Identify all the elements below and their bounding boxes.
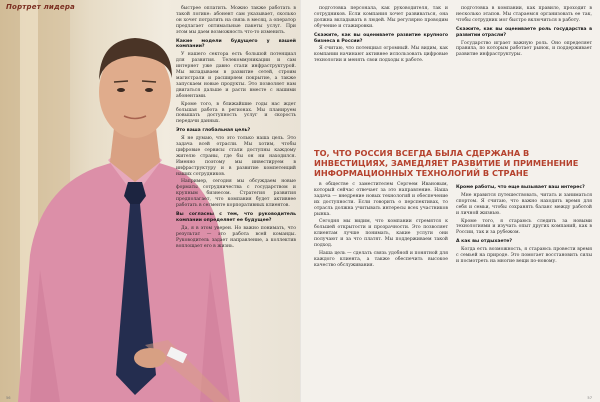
interview-question: Скажите, как вы оцениваете роль государства в развитии отрасли? <box>456 26 592 38</box>
article-paragraph: Да, я в этом уверен. Но важно понимать, что результат — это работа всей команды. Руководитель задает направление, а коллектив воплощает его в жизнь. <box>176 225 296 249</box>
article-paragraph: подготовка персонала, как руководителя, так и сотрудников. Если компания хочет развиваться, она должна вкладывать в людей. Мы регулярно проводим обучение и стажировки. <box>314 6 448 29</box>
article-paragraph: Например, сегодня мы обсуждаем новые форматы сотрудничества с государством и крупным бизнесом. Стратегия развития предполагает, что компания будет активнее работать в сегменте корпоративных клиентов. <box>176 179 296 209</box>
article-paragraph: в обществе с заместителем Сергеем Ивановым, который сейчас отвечает за это направление. Наша задача — внедрение новых технологий и обеспечение их доступности. Если говорить о перспективах, то отрасль должна учитывать интересы всех участников рынка. <box>314 182 448 217</box>
article-paragraph: Кроме того, в ближайшие годы нас ждет большая работа в регионах. Мы планируем повышать доступность услуг и скорость передачи данных. <box>176 101 296 125</box>
page-number-right: 57 <box>587 396 592 400</box>
article-paragraph: У нашего сектора есть большой потенциал для развития. Телекоммуникации и сам интернет уже давно стали инфраструктурой. Мы вкладываем в развитие сетей, строим магистрали и расширяем покрытие, а также запускаем новые продукты. Это позволяет нам двигаться дальше и расти вместе с нашими абонентами. <box>176 52 296 99</box>
page-gutter <box>300 0 301 402</box>
column-3 <box>456 6 592 60</box>
section-label: Портрет лидера <box>6 3 75 11</box>
article-paragraph: Государство играет важную роль. Оно определяет правила, по которым работает рынок, и поддерживает развитие инфраструктуры. <box>456 40 592 58</box>
article-paragraph: Наша цель — сделать связь удобной и понятной для каждого клиента, а также обеспечить высокое качество обслуживания. <box>314 250 448 268</box>
column-2 <box>314 6 448 66</box>
interview-question: Какие модели будущего у вашей компании? <box>176 38 296 50</box>
column-3-lower <box>456 182 592 267</box>
page-number-left: 56 <box>6 396 11 400</box>
article-paragraph: Я не думаю, что это только наша цель. Это задача всей отрасли. Мы хотим, чтобы цифровые сервисы стали доступны каждому жителю страны, где бы он ни находился. Именно поэтому мы инвестируем в инфраструктуру и в развитие компетенций наших сотрудников. <box>176 136 296 177</box>
article-paragraph: Сегодня мы видим, что компании стремятся к большей открытости и прозрачности. Это позволяет клиентам лучше понимать, какие услуги они получают и за что платят. Мы поддерживаем такой подход. <box>314 219 448 249</box>
article-paragraph: быстрее оплатить. Можно также работать в такой логике: абонент сам указывает, сколько он хочет потратить на связь в месяц, а оператор предлагает оптимальные пакеты услуг. При этом мы даем возможность что-то изменить. <box>176 6 296 35</box>
interview-question: Скажите, как вы оцениваете развитие крупного бизнеса в России? <box>314 32 448 44</box>
article-paragraph: подготовка в компании, как правило, проходит в несколько этапов. Мы стараемся организовать ее так, чтобы сотрудник мог быстро включиться в работу. <box>456 6 592 23</box>
interview-question: Это ваша глобальная цель? <box>176 128 251 134</box>
article-paragraph: Кроме того, я стараюсь следить за новыми технологиями и изучать опыт других компаний, как в России, так и за рубежом. <box>456 218 592 236</box>
interview-question: А как вы отдыхаете? <box>456 239 513 245</box>
article-paragraph: Когда есть возможность, я стараюсь провести время с семьей на природе. Это помогает восстановить силы и посмотреть на многие вещи по-новому. <box>456 247 592 264</box>
column-2-lower <box>314 182 448 271</box>
pull-quote: ТО, ЧТО РОССИЯ ВСЕГДА БЫЛА СДЕРЖАНА В ИНВЕСТИЦИЯХ, ЗАМЕДЛЯЕТ РАЗВИТИЕ И ПРИМЕНЕНИЕ ИНФОРМАЦИОННЫХ ТЕХНОЛОГИЙ В СТРАНЕ <box>314 148 579 178</box>
interview-question: Вы согласны с тем, что руководитель компании определяет ее будущее? <box>176 212 296 223</box>
column-1 <box>176 6 296 251</box>
article-paragraph: Мне нравится путешествовать, читать и заниматься спортом. Я считаю, что важно находить время для себя и семьи, чтобы сохранять баланс между работой и личной жизнью. <box>456 192 592 216</box>
interview-question: Кроме работы, что еще вызывает ваш интерес? <box>456 185 585 190</box>
article-paragraph: Я считаю, что потенциал огромный. Мы видим, как компании начинают активнее использовать цифровые технологии и менять свои подходы к работе. <box>314 46 448 64</box>
